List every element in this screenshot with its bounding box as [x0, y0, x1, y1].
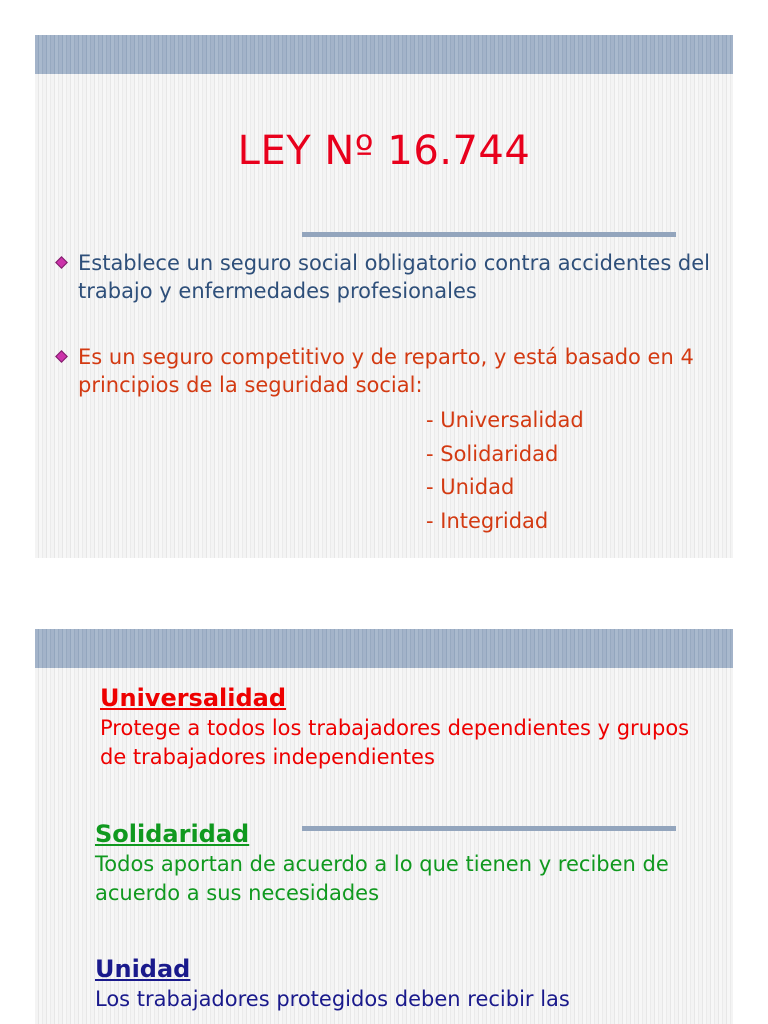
title-divider — [302, 232, 676, 237]
diamond-bullet-icon — [55, 256, 68, 269]
principle-item: - Unidad — [426, 475, 515, 499]
slide-1 — [35, 35, 733, 558]
slide-title: LEY Nº 16.744 — [237, 128, 531, 174]
principles-list — [426, 404, 584, 538]
bullet-item — [53, 343, 713, 399]
principle-item: - Solidaridad — [426, 441, 559, 466]
section-heading: Solidaridad — [95, 820, 250, 848]
section-universalidad — [100, 683, 720, 772]
section-text: Los trabajadores protegidos deben recibir las — [95, 987, 570, 1011]
section-text: Todos aportan de acuerdo a lo que tienen y reciben de acuerdo a sus necesidades — [95, 852, 669, 905]
section-heading: Unidad — [95, 955, 191, 983]
bullet-text: Es un seguro competitivo y de reparto, y está basado en 4 principios de la seguridad social: — [78, 345, 694, 397]
section-heading: Universalidad — [100, 684, 287, 712]
slide-header-band — [35, 629, 733, 668]
section-text: Protege a todos los trabajadores dependientes y grupos de trabajadores independientes — [100, 716, 690, 769]
principle-item: - Universalidad — [426, 408, 584, 432]
section-unidad — [95, 954, 715, 1014]
bullet-item — [53, 249, 713, 305]
bullet-text: Establece un seguro social obligatorio contra accidentes del trabajo y enfermedades profesionales — [78, 251, 711, 303]
section-solidaridad — [95, 819, 715, 908]
diamond-bullet-icon — [55, 350, 68, 363]
slide-2 — [35, 629, 733, 1024]
principle-item: - Integridad — [426, 508, 549, 533]
slide-header-band — [35, 35, 733, 74]
